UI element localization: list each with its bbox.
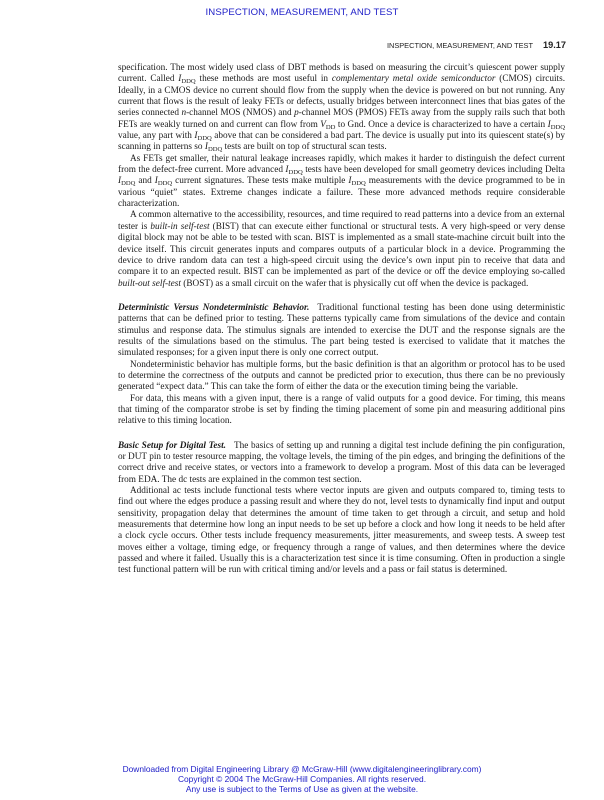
- paragraph-nondeterministic: Nondeterministic behavior has multiple forms, but the basic definition is that an algorithm or protocol has to be used to determine the correctness of the outputs and cannot be predicted prior to execution, thus there can be no previously generated “expect data.” This can take the form of either the data or the execution timing being the variable.: [118, 359, 565, 393]
- paragraph-fet-leakage: As FETs get smaller, their natural leakage increases rapidly, which makes it harder to distinguish the defect current from the defect-free current. More advanced $I_{DDQ}$ tests have been developed for small geometry devices including Delta $I_{DDQ}$ and $I_{DDQ}$ current signatures. These tests make multiple $I_{DDQ}$ measurements with the device programmed to be in various “quiet” states. Extreme changes indicate a failure. These more advanced methods require considerable characterization.: [118, 153, 565, 210]
- paragraph-bist: A common alternative to the accessibility, resources, and time required to read patterns into a device from an external tester is built-in self-test (BIST) that can execute either functional or structural tests. A very high-speed or very dense digital block may not be able to be tested with scan. BIST is implemented as a small state-machine circuit built into the device itself. This circuit generates inputs and compares outputs of a particular block in a device. Programming the device to drive random data can test a high-speed circuit using the device’s own input pin to receive that data and compare it to an expected result. BIST can be implemented as part of the device or off the device employing so-called built-out self-test (BOST) as a small circuit on the wafer that is physically cut off when the device is packaged.: [118, 210, 565, 289]
- footer-download-link[interactable]: Downloaded from Digital Engineering Library @ McGraw-Hill (www.digitalengineeringlibrary.com): [122, 764, 482, 774]
- paragraph-basic-setup: Basic Setup for Digital Test. The basics of setting up and running a digital test include defining the pin configuration, or DUT pin to tester resource mapping, the voltage levels, the timing of the pin edges, and bringing the definitions of the correct drive and receive states, or vectors into a framework to develop a program. Most of this data can be leveraged from EDA. The dc tests are explained in the common test section.: [118, 440, 565, 485]
- section-heading-deterministic: Deterministic Versus Nondeterministic Behavior.: [118, 302, 310, 313]
- paragraph-iddq-intro: specification. The most widely used class of DBT methods is based on measuring the circuit’s quiescent power supply current. Called $I_{DDQ}$ these methods are most useful in complementary metal oxide semiconductor (CMOS) circuits. Ideally, in a CMOS device no current should flow from the supply when the device is powered on but not running. Any current that flows is the result of leaky FETs or defects, usually bridges between interconnect lines that bias gates of the series connected n-channel MOS (NMOS) and p-channel MOS (PMOS) FETs away from the supply rails such that both FETs are weakly turned on and current can flow from $V_{DD}$ to Gnd. Once a device is characterized to have a certain $I_{DDQ}$ value, any part with $I_{DDQ}$ above that can be considered a bad part. The device is usually put into its quiescent state(s) by scanning in patterns so $I_{DDQ}$ tests are built on top of structural scan tests.: [118, 63, 566, 154]
- footer-terms: Any use is subject to the Terms of Use as given at the website.: [185, 784, 419, 794]
- body-text: [118, 63, 565, 577]
- paragraph-data-timing: For data, this means with a given input, there is a range of valid outputs for a good device. For timing, this means that timing of the comparator strobe is set by finding the timing placement of some pin and measuring additional pins relative to this timing location.: [118, 393, 565, 427]
- page-number: 19.17: [543, 40, 566, 50]
- paragraph-deterministic: Deterministic Versus Nondeterministic Behavior. Traditional functional testing has been done using deterministic patterns that can be defined prior to testing. These patterns typically came from simulations of the device and contain stimulus and response data. The stimulus signals are intended to exercise the DUT and the response signals are the results of the simulations based on the stimulus. The part being tested is exercised to validate that it matches the simulated responses; for a given input there is only one correct output.: [118, 302, 565, 359]
- running-head: [387, 40, 566, 50]
- footer-notice: [0, 764, 604, 794]
- source-banner: INSPECTION, MEASUREMENT, AND TEST: [205, 7, 399, 18]
- footer-copyright: Copyright © 2004 The McGraw-Hill Companies. All rights reserved.: [177, 774, 427, 784]
- section-heading-basic-setup: Basic Setup for Digital Test.: [118, 440, 226, 451]
- running-head-title: INSPECTION, MEASUREMENT, AND TEST: [386, 41, 533, 50]
- paragraph-ac-tests: Additional ac tests include functional tests where vector inputs are given and outputs compared to, timing tests to find out where the edges produce a passing result and where they do not, level tests to dynamically find input and output sensitivity, propagation delay that determines the amount of time taken to get through a circuit, and setup and hold measurements that determine how long an input needs to be set up before a clock and how long it needs to be held after a clock cycle occurs. Other tests include frequency measurements, jitter measurements, and sweep tests. A sweep test moves either a voltage, timing edge, or frequency through a range of values, and then determines where the device passed and where it failed. Usually this is a characterization test since it is time consuming. Often in production a single test functional pattern will be run with critical timing and/or levels and a pass or fail status is determined.: [118, 486, 565, 576]
